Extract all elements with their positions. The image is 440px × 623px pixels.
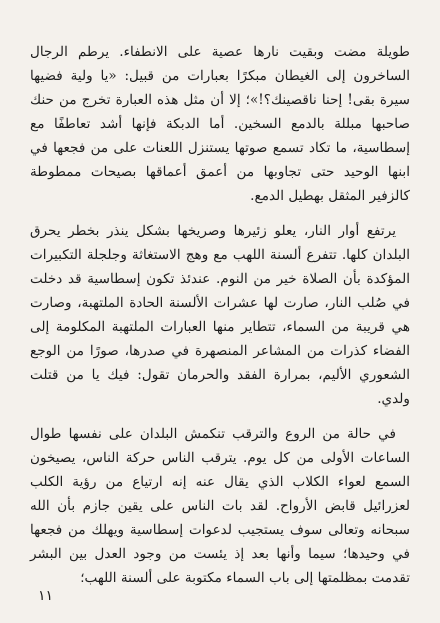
paragraph-3: في حالة من الروع والترقب تنكمش البلدان على نفسها طوال الساعات الأولى من كل يوم. يترقب الناس حركة الناس، يصيخون السمع لعواء الكلاب الذي يقال عنه إنه ارتياع من رؤية الكلب لعزرائيل قابض الأرواح. لقد بات الناس على يقين جازم بأن الله سبحانه وتعالى سوف يستجيب لدعوات إسطاسية ويهلك من فجعها في وحيدها؛ سيما وأنها بعد إذ يئست من وجود العدل بين البشر تقدمت بمظلمتها إلى باب السماء مكتوبة على ألسنة اللهب؛ bbox=[30, 426, 410, 586]
paragraph-2: يرتفع أوار النار، يعلو زئيرها وصريخها بشكل ينذر بخطر يحرق البلدان كلها. تتفرع ألسنة اللهب مع وهج الاستغاثة وجلجلة التكبيرات المؤكدة بأن الصلاة خير من النوم. عندئذ تكون إسطاسية قد دخلت في صُلب النار، صارت لها عشرات الألسنة الحادة الملتهبة، وصارت هي قريبة من السماء، تتطاير منها العبارات الملتهبة المكلومة إلى الفضاء كذرات من المشاعر المنصهرة في صدرها، صورًا من الوجع الشعوري الأليم، بمرارة الفقد والحرمان تقول: فيك يا من قتلت ولدي. bbox=[30, 223, 410, 407]
paragraph-1: طويلة مضت وبقيت نارها عصية على الانطفاء. يرطم الرجال الساخرون إلى الغيطان مبكرًا بعبارات من قبيل: «يا ولية فضيها سيرة بقى! إحنا ناقصينك؟!»؛ إلا أن مثل هذه العبارة تخرج من حنك صاحبها مبللة بالدمع السخين. أما الدبكة فإنها أشد تعاطفًا مع إسطاسية، ما تكاد تسمع صوتها يستنزل اللعنات على من فجعها في ابنها الوحيد حتى تجاوبها من أعمق أعماقها بصيحات ممطوطة كالزفير المثقل بهطيل الدمع. bbox=[30, 44, 410, 204]
page-number: ١١ bbox=[38, 588, 54, 604]
